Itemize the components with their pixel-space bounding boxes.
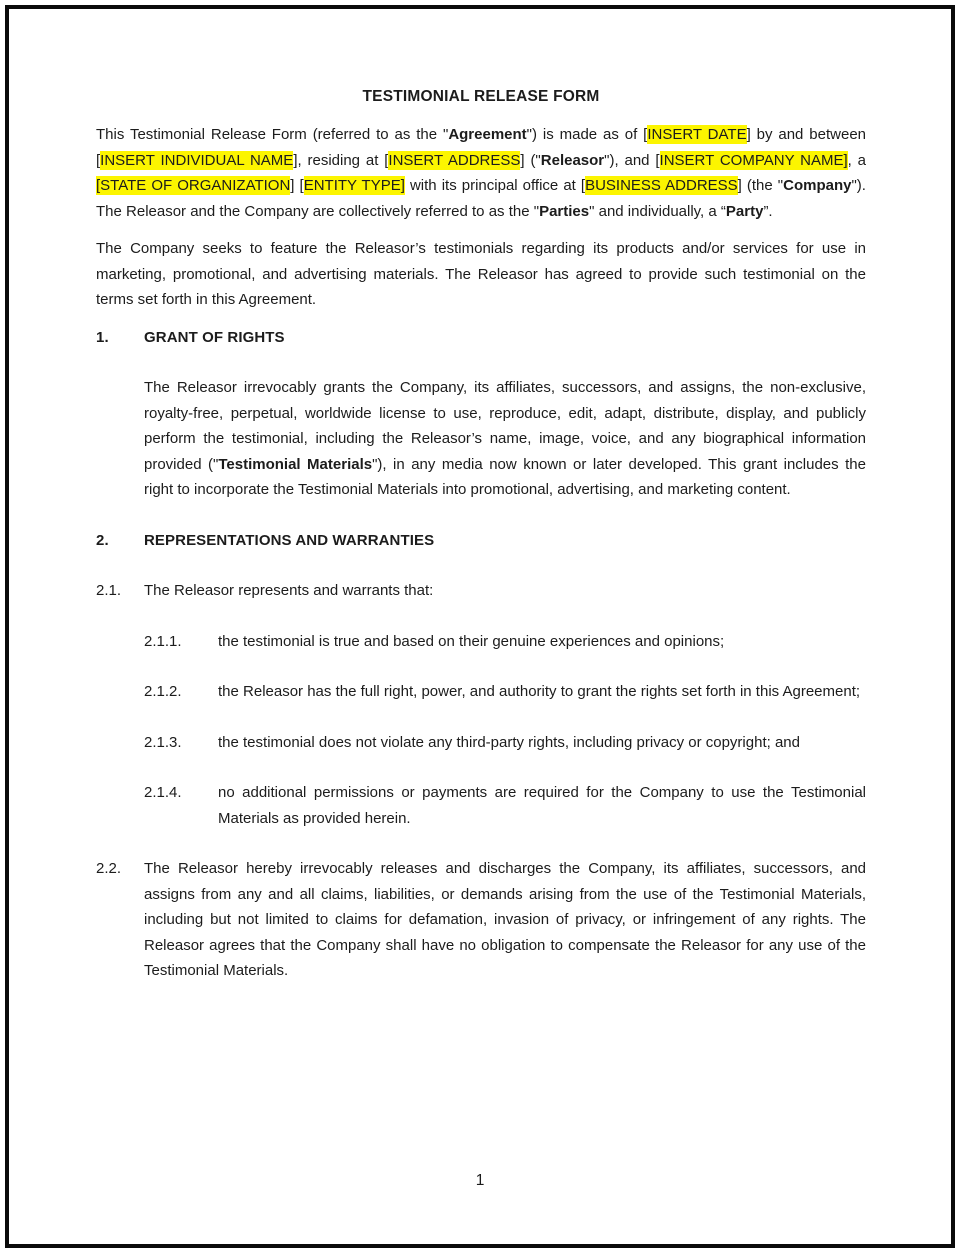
clause [96,856,866,984]
document-body [96,122,866,984]
page-number: 1 [475,1172,485,1189]
defined-term: Releasor [540,151,605,169]
defined-term: Parties [539,202,590,220]
clause-number: 2.1. [96,582,122,599]
clause [96,730,866,756]
text-run: ”. [763,202,773,220]
text-run: "). The Releasor and the Company are collectively referred to as the " [96,177,866,220]
text-run: the Releasor has the full right, power, and authority to grant the rights set forth in this Agreement; [218,683,861,700]
text-run: ] [ [290,177,304,194]
text-run: ] (the " [737,177,784,194]
text-run: , a [847,151,867,169]
text-run: This Testimonial Release Form (referred to as the " [96,126,449,143]
clause [96,679,866,705]
defined-term: GRANT OF RIGHTS [144,328,285,346]
placeholder-highlight: [STATE OF ORGANIZATION [96,177,291,194]
section-paragraph [144,375,866,503]
clause-number: 2. [96,531,109,549]
text-run: the testimonial does not violate any third-party rights, including privacy or copyright; and [218,733,800,751]
placeholder-highlight: INSERT INDIVIDUAL NAME [100,151,294,169]
text-run: "), in any media now known or later developed. This grant includes the right to incorporate the Testimonial Materials into promotional, advertising, and marketing content. [144,455,866,498]
defined-term: Testimonial Materials [218,455,373,473]
text-run: The Releasor irrevocably grants the Company, its affiliates, successors, and assigns, the non-exclusive, royalty-free, perpetual, worldwide license to use, reproduce, edit, adapt, distribute, display, and publicly perform the testimonial, including the Releasor’s name, image, voice, and any biographical information provided (" [144,379,866,473]
clause-number: 2.1.3. [144,733,182,751]
clause-number: 2.1.2. [144,683,182,700]
document-title: TESTIMONIAL RELEASE FORM [362,88,600,105]
text-run: with its principal office at [ [404,177,586,194]
placeholder-highlight: BUSINESS ADDRESS [585,177,738,194]
text-run: no additional permissions or payments are required for the Company to use the Testimonial Materials as provided herein. [218,784,866,827]
text-run: ], residing at [ [293,151,389,169]
text-run: ] by and between [ [96,126,866,169]
text-run: ") is made as of [ [526,126,648,143]
defined-term: Party [725,202,764,220]
placeholder-highlight: INSERT DATE [647,126,747,143]
clause-number: 2.1.4. [144,784,182,801]
clause [96,780,866,831]
text-run: The Releasor represents and warrants that: [144,582,434,599]
clause [96,578,866,604]
placeholder-highlight: ENTITY TYPE] [303,177,405,194]
clause [96,629,866,655]
text-run: ] (" [520,151,541,169]
text-run: "), and [ [604,151,660,169]
defined-term: REPRESENTATIONS AND WARRANTIES [144,531,435,549]
placeholder-highlight: INSERT ADDRESS [388,151,521,169]
text-run: The Company seeks to feature the Releasor’s testimonials regarding its products and/or services for use in marketing, promotional, and advertising materials. The Releasor has agreed to provide such testimonial on the terms set forth in this Agreement. [96,240,866,308]
document-content [96,84,866,1009]
section-heading [96,325,866,351]
defined-term: Agreement [448,126,527,143]
intro-paragraph [96,236,866,313]
text-run: the testimonial is true and based on their genuine experiences and opinions; [218,632,725,650]
clause-number: 2.1.1. [144,632,182,650]
clause-number: 1. [96,328,109,346]
placeholder-highlight: INSERT COMPANY NAME] [659,151,848,169]
text-run: " and individually, a “ [589,202,726,220]
intro-paragraph [96,122,866,224]
defined-term: Company [783,177,852,194]
clause-number: 2.2. [96,860,122,877]
text-run: The Releasor hereby irrevocably releases and discharges the Company, its affiliates, successors, and assigns from any and all claims, liabilities, or demands arising from the use of the Testimonial Materials, including but not limited to claims for defamation, invasion of privacy, or infringement of any rights. The Releasor agrees that the Company shall have no obligation to compensate the Releasor for any use of the Testimonial Materials. [144,860,866,979]
section-heading [96,528,866,554]
